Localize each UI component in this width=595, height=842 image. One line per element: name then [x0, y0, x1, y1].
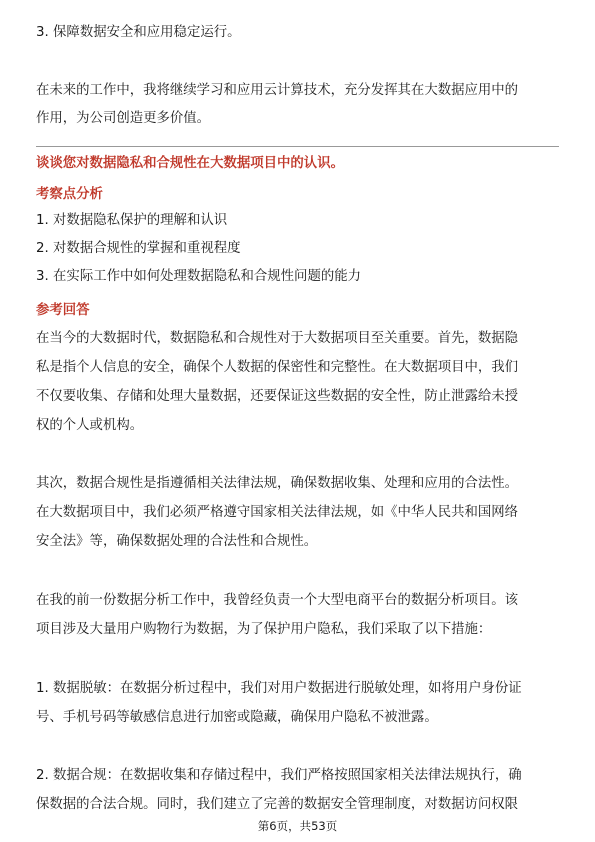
answer-line: 不仅要收集、存储和处理大量数据，还要保证这些数据的安全性，防止泄露给未授	[36, 389, 519, 404]
question-title: 谈谈您对数据隐私和合规性在大数据项目中的认识。	[36, 156, 344, 171]
closing-line: 作用，为公司创造更多价值。	[36, 111, 211, 126]
analysis-point: 2. 对数据合规性的掌握和重视程度	[36, 241, 241, 256]
answer-line: 项目涉及大量用户购物行为数据，为了保护用户隐私，我们采取了以下措施：	[36, 622, 492, 637]
answer-line: 在当今的大数据时代，数据隐私和合规性对于大数据项目至关重要。首先，数据隐	[36, 331, 519, 346]
section-divider	[36, 146, 559, 147]
answer-line: 在大数据项目中，我们必须严格遵守国家相关法律法规，如《中华人民共和国网络	[36, 505, 519, 520]
answer-line: 1. 数据脱敏：在数据分析过程中，我们对用户数据进行脱敏处理，如将用户身份证	[36, 681, 522, 696]
page-number: 第6页，共53页	[257, 819, 338, 833]
analysis-point: 1. 对数据隐私保护的理解和认识	[36, 213, 228, 228]
answer-heading: 参考回答	[36, 303, 90, 318]
answer-line: 2. 数据合规：在数据收集和存储过程中，我们严格按照国家相关法律法规执行，确	[36, 768, 522, 783]
analysis-point: 3. 在实际工作中如何处理数据隐私和合规性问题的能力	[36, 269, 362, 284]
answer-line: 其次，数据合规性是指遵循相关法律法规，确保数据收集、处理和应用的合法性。	[36, 476, 519, 491]
answer-line: 在我的前一份数据分析工作中，我曾经负责一个大型电商平台的数据分析项目。该	[36, 593, 519, 608]
closing-line: 在未来的工作中，我将继续学习和应用云计算技术，充分发挥其在大数据应用中的	[36, 83, 519, 98]
analysis-heading: 考察点分析	[36, 187, 103, 202]
answer-line: 号、手机号码等敏感信息进行加密或隐藏，确保用户隐私不被泄露。	[36, 710, 438, 725]
answer-line: 权的个人或机构。	[36, 418, 144, 433]
intro-line: 3. 保障数据安全和应用稳定运行。	[36, 25, 241, 40]
answer-line: 保数据的合法合规。同时，我们建立了完善的数据安全管理制度，对数据访问权限	[36, 797, 519, 812]
answer-line: 私是指个人信息的安全，确保个人数据的保密性和完整性。在大数据项目中，我们	[36, 360, 519, 375]
answer-line: 安全法》等，确保数据处理的合法性和合规性。	[36, 534, 318, 549]
